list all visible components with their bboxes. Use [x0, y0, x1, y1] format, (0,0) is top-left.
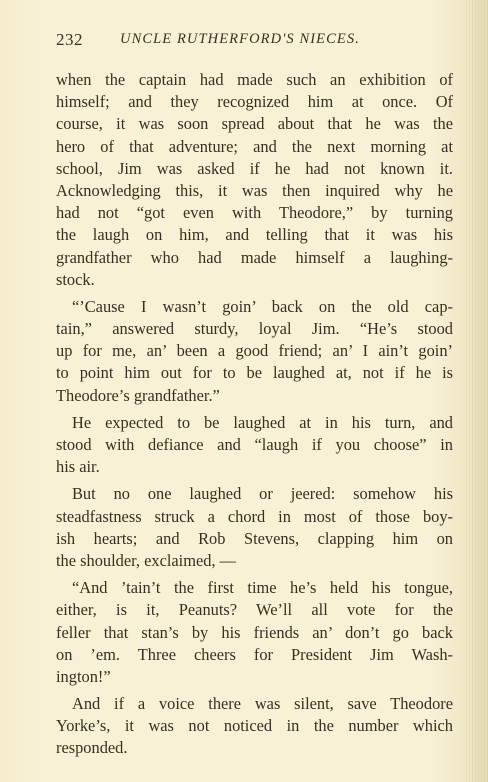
text-line: tain,” answered sturdy, loyal Jim. “He’s stood: [56, 319, 453, 339]
text-line: responded.: [56, 738, 128, 758]
paragraph: [56, 577, 453, 688]
text-line: his air.: [56, 457, 100, 477]
text-line: the shoulder, exclaimed, —: [56, 550, 237, 570]
text-line: But no one laughed or jeered: somehow his: [72, 484, 453, 504]
body-text: [56, 69, 453, 760]
paragraph: [56, 693, 453, 760]
text-line: the laugh on him, and telling that it was his: [56, 225, 453, 245]
page-edge-shading: [466, 0, 488, 782]
text-line: “And ’tain’t the first time he’s held his tongue,: [72, 578, 453, 598]
text-line: ington!”: [56, 666, 111, 686]
paragraph: [56, 483, 453, 572]
text-line: course, it was soon spread about that he was the: [56, 114, 453, 134]
page-number: 232: [56, 30, 83, 49]
text-line: himself; and they recognized him at once. Of: [56, 92, 453, 112]
page-header: [56, 30, 456, 54]
paragraph: [56, 296, 453, 407]
running-title: UNCLE RUTHERFORD'S NIECES.: [120, 31, 360, 47]
text-line: up for me, an’ been a good friend; an’ I ain’t goin’: [56, 341, 453, 361]
text-line: when the captain had made such an exhibition of: [56, 70, 453, 89]
text-line: Theodore’s grandfather.”: [56, 385, 220, 405]
paragraph: [56, 412, 453, 479]
text-line: “’Cause I wasn’t goin’ back on the old cap-: [72, 296, 453, 316]
text-line: And if a voice there was silent, save Theodore: [72, 694, 453, 714]
text-line: had not “got even with Theodore,” by turning: [56, 203, 453, 223]
text-line: school, Jim was asked if he had not known it.: [56, 158, 453, 178]
text-line: Yorke’s, it was not noticed in the number which: [56, 716, 453, 736]
text-line: Acknowledging this, it was then inquired why he: [56, 180, 453, 200]
text-line: either, is it, Peanuts? We’ll all vote for the: [56, 600, 453, 620]
text-line: grandfather who had made himself a laughing-: [56, 247, 453, 267]
text-line: He expected to be laughed at in his turn, and: [72, 412, 453, 432]
text-line: stood with defiance and “laugh if you choose” in: [56, 435, 453, 454]
text-line: steadfastness struck a chord in most of those boy-: [56, 506, 453, 526]
text-line: feller that stan’s by his friends an’ don’t go back: [56, 622, 453, 642]
text-line: on ’em. Three cheers for President Jim Wash-: [56, 644, 453, 664]
text-line: to point him out for to be laughed at, not if he is: [56, 363, 453, 383]
text-line: stock.: [56, 269, 95, 289]
paragraph: [56, 69, 453, 291]
text-line: ish hearts; and Rob Stevens, clapping him on: [56, 528, 453, 548]
text-line: hero of that adventure; and the next morning at: [56, 136, 453, 156]
